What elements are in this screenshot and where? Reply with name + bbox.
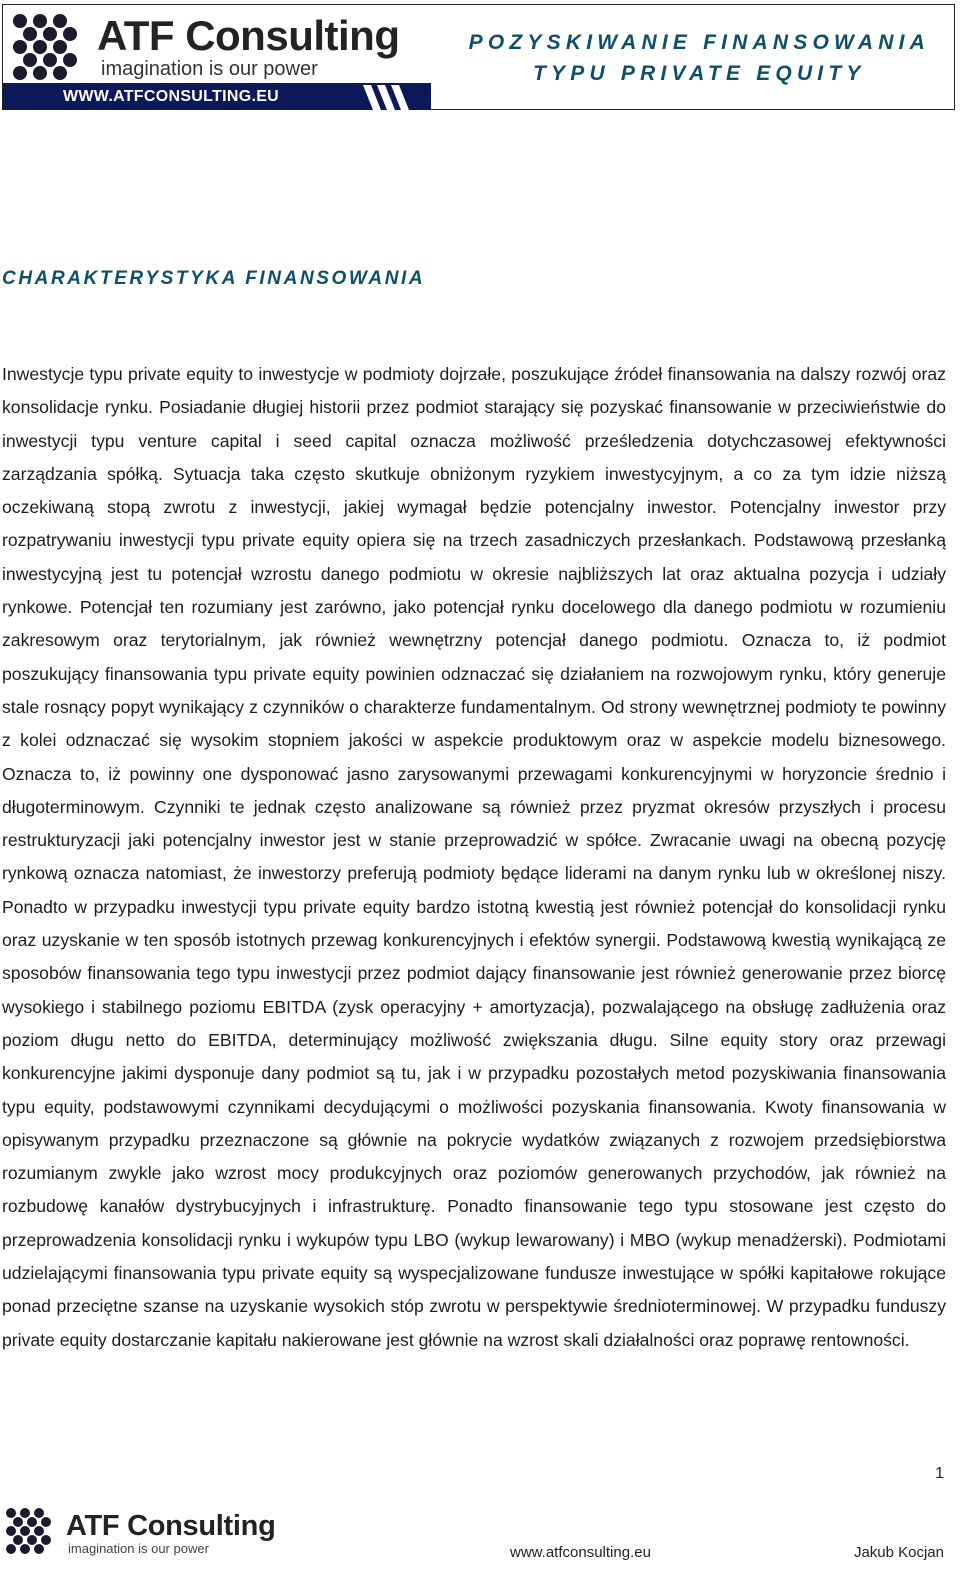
body-paragraph: Inwestycje typu private equity to inwestycje w podmioty dojrzałe, poszukujące źródeł finansowania na dalszy rozwój oraz konsolidacje rynku. Posiadanie długiej historii przez podmiot starający się pozyskać finansowanie w przeciwieństwie do inwestycji typu venture capital i seed capital oznacza możliwość prześledzenia dotychczasowej efektywności zarządzania spółką. Sytuacja taka często skutkuje obniżonym ryzykiem inwestycyjnym, a co za tym idzie niższą oczekiwaną stopą zwrotu z inwestycji, jakiej wymagał będzie potencjalny inwestor. Potencjalny inwestor przy rozpatrywaniu inwestycji typu private equity opiera się na trzech zasadniczych przesłankach. Podstawową przesłanką inwestycyjną jest tu potencjał wzrostu danego podmiotu w okresie najbliższych lat oraz aktualna pozycja i udziały rynkowe. Potencjał ten rozumiany jest zarówno, jako potencjał rynku docelowego dla danego podmiotu w rozumieniu zakresowym oraz terytorialnym, jak również wewnętrzny potencjał danego podmiotu. Oznacza to, iż podmiot poszukujący finansowania typu private equity powinien odznaczać się działaniem na rozwojowym rynku, który generuje stale rosnący popyt wynikający z czynników o charakterze fundamentalnym. Od strony wewnętrznej podmioty te powinny z kolei odznaczać się wysokim stopniem jakości w aspekcie produktowym oraz w aspekcie modelu biznesowego. Oznacza to, iż powinny one dysponować jasno zarysowanymi przewagami konkurencyjnymi w horyzoncie średnio i długoterminowym. Czynniki te jednak często analizowane są również przez pryzmat okresów przyszłych i procesu restrukturyzacji jaki potencjalny inwestor jest w stanie przeprowadzić w spółce. Zwracanie uwagi na obecną pozycję rynkową oznacza natomiast, że inwestorzy preferują podmioty będące liderami na danym rynku lub w określonej niszy. Ponadto w przypadku inwestycji typu private equity bardzo istotną kwestią jest również potencjał do konsolidacji rynku oraz uzyskanie w ten sposób istotnych przewag konkurencyjnych i efektów synergii. Podstawową kwestią wynikającą ze sposobów finansowania tego typu inwestycji przez podmiot dający finansowanie jest również generowanie przez biorcę wysokiego i stabilnego poziomu EBITDA (zysk operacyjny + amortyzacja), pozwalającego na obsługę zadłużenia oraz poziom długu netto do EBITDA, determinujący możliwość zwiększania długu. Silne equity story oraz przewagi konkurencyjne jakimi dysponuje dany podmiot są tu, jak i w przypadku pozostałych metod pozyskiwania finansowania typu equity, podstawowymi czynnikami decydującymi o możliwości pozyskania finansowania. Kwoty finansowania w opisywanym przypadku przeznaczone są głównie na pokrycie wydatków związanych z rozwojem przedsiębiorstwa rozumianym zwykle jako wzrost mocy produkcyjnych oraz poziomów generowanych przychodów, jak również na rozbudowę kanałów dystrybucyjnych i infrastrukturę. Ponadto finansowanie tego typu stosowane jest często do przeprowadzenia konsolidacji rynku i wykupów typu LBO (wykup lewarowany) i MBO (wykup menadżerski). Podmiotami udzielającymi finansowania typu private equity są wyspecjalizowane fundusze inwestujące w spółki kapitałowe rokujące ponad przeciętne szanse na uzyskanie wysokich stóp zwrotu w perspektywie średnioterminowej. W przypadku funduszy private equity dostarczanie kapitału nakierowane jest głównie na wzrost skali działalności oraz poprawę rentowności. [2, 364, 946, 1350]
document-title [469, 27, 930, 89]
footer-logo-dots-icon [4, 1506, 58, 1556]
footer-logo-slogan: imagination is our power [68, 1541, 209, 1556]
company-logo [3, 5, 431, 110]
document-header [2, 4, 955, 110]
logo-url: WWW.ATFCONSULTING.EU [63, 88, 280, 105]
logo-company-name: ATF Consulting [97, 12, 400, 59]
footer-logo [4, 1506, 304, 1566]
section-heading: CHARAKTERYSTYKA FINANSOWANIA [2, 268, 426, 289]
logo-stripes-icon [359, 85, 429, 110]
footer-url[interactable]: www.atfconsulting.eu [510, 1544, 651, 1561]
logo-slogan: imagination is our power [101, 58, 318, 80]
footer-author: Jakub Kocjan [853, 1544, 944, 1561]
document-title-line2: TYPU PRIVATE EQUITY [533, 62, 866, 85]
logo-dots-icon [9, 11, 87, 83]
footer-logo-name: ATF Consulting [66, 1510, 276, 1542]
page-number: 1 [935, 1465, 944, 1482]
document-title-line1: POZYSKIWANIE FINANSOWANIA [468, 31, 930, 54]
